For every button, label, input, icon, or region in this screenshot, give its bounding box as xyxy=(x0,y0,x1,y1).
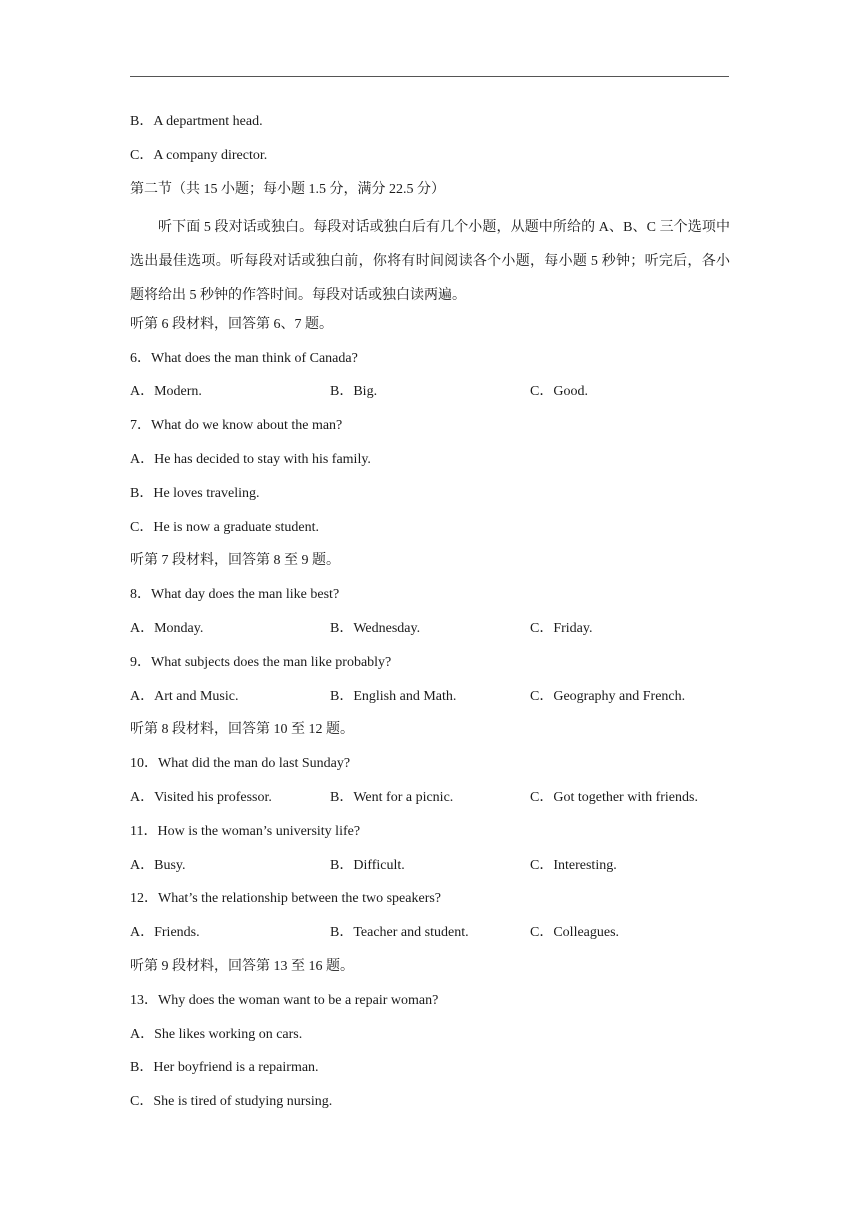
option-c: C．Good. xyxy=(530,384,588,400)
question-stem: 12．What’s the relationship between the two speakers? xyxy=(130,891,442,907)
option-b: B．Teacher and student. xyxy=(330,925,469,941)
material-heading: 听第 8 段材料，回答第 10 至 12 题。 xyxy=(130,722,354,738)
option-a: A．Visited his professor. xyxy=(130,789,272,805)
option-c: C．Friday. xyxy=(530,620,593,636)
option-b: B．Her boyfriend is a repairman. xyxy=(130,1060,319,1076)
material-heading: 听第 9 段材料，回答第 13 至 16 题。 xyxy=(130,958,354,974)
option-c: C．He is now a graduate student. xyxy=(130,519,319,535)
options-row xyxy=(130,617,730,651)
option-c: C．She is tired of studying nursing. xyxy=(130,1094,333,1110)
option-a: A．Modern. xyxy=(130,384,202,400)
option-c: C．Geography and French. xyxy=(530,688,686,704)
material-heading: 听第 6 段材料，回答第 6、7 题。 xyxy=(130,316,333,332)
section-instructions: 听下面 5 段对话或独白。每段对话或独白后有几个小题，从题中所给的 A、B、C 三个选项中选出最佳选项。听每段对话或独白前，你将有时间阅读各个小题，每小题 5 秒钟；听完后，各小题将给出 5 秒钟的作答时间。每段对话或独白读两遍。 xyxy=(130,220,730,303)
option-b: B．Difficult. xyxy=(330,857,405,873)
question-stem: 13．Why does the woman want to be a repair woman? xyxy=(130,992,439,1008)
option-c: C．Interesting. xyxy=(530,857,617,873)
question-stem: 8．What day does the man like best? xyxy=(130,587,340,603)
header-rule xyxy=(130,76,729,77)
option-a: A．Busy. xyxy=(130,857,186,873)
question-stem: 9．What subjects does the man like probably? xyxy=(130,654,392,670)
option-a: A．Monday. xyxy=(130,620,204,636)
options-row xyxy=(130,685,730,719)
material-heading: 听第 7 段材料，回答第 8 至 9 题。 xyxy=(130,553,340,569)
option-a: A．Friends. xyxy=(130,925,200,941)
option-b: B．English and Math. xyxy=(330,688,457,704)
option-b: B．Went for a picnic. xyxy=(330,789,454,805)
option-b: B．Wednesday. xyxy=(330,620,421,636)
option-c: C．Got together with friends. xyxy=(530,789,698,805)
question-stem: 7．What do we know about the man? xyxy=(130,418,343,434)
section-title: 第二节（共 15 小题；每小题 1.5 分，满分 22.5 分） xyxy=(130,181,445,197)
options-row xyxy=(130,380,730,414)
exam-page-content xyxy=(130,110,730,1124)
option-a: A．Art and Music. xyxy=(130,688,239,704)
question-stem: 6．What does the man think of Canada? xyxy=(130,350,358,366)
option-a: A．She likes working on cars. xyxy=(130,1026,303,1042)
options-row xyxy=(130,854,730,888)
option-line: B．A department head. xyxy=(130,114,263,129)
option-a: A．He has decided to stay with his family. xyxy=(130,451,371,467)
options-row xyxy=(130,921,730,955)
question-stem: 11．How is the woman’s university life? xyxy=(130,823,361,839)
options-row xyxy=(130,786,730,820)
option-line: C．A company director. xyxy=(130,147,268,163)
option-b: B．Big. xyxy=(330,384,378,400)
question-stem: 10．What did the man do last Sunday? xyxy=(130,756,351,772)
option-c: C．Colleagues. xyxy=(530,925,620,941)
option-b: B．He loves traveling. xyxy=(130,485,260,501)
